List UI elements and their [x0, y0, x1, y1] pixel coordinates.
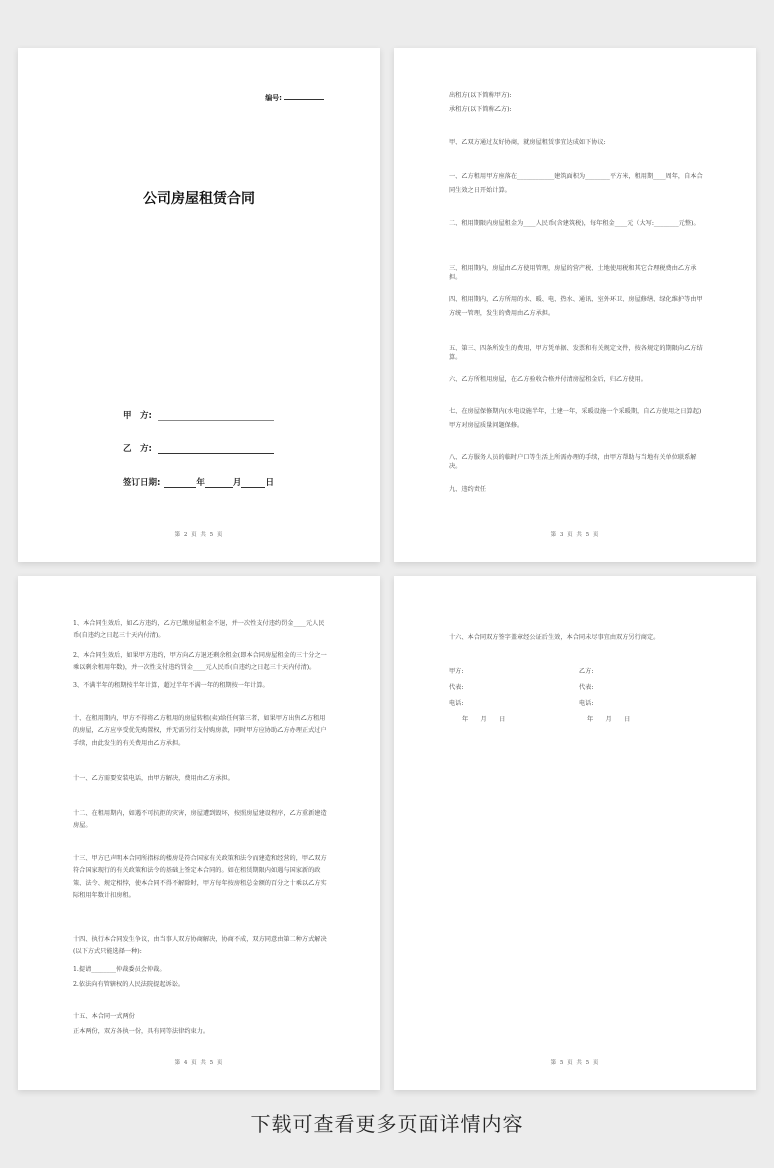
clause-line: 五、第三、四条所发生的费用，甲方凭单据、发票和有关规定文件，按各规定的期限向乙方结算。 [449, 345, 703, 361]
phone-b-label: 电话: [579, 700, 594, 707]
clause-line: 十三、甲方已声明本合同所指标的楼房是符合国家有关政策和法令而建造和经营的，甲乙双方符合国家现行的有关政策和法令的基础上签定本合同的。如在租赁期限内如遇与国家新的政策、法令、规定相悖，使本合同不得不解除时，甲方每年按房租总金额的百分之十乘以乙方实际租用年数计扣房租。 [73, 855, 327, 900]
party-a-sign-label: 甲方: [449, 668, 464, 675]
contract-page-cover [18, 48, 380, 562]
clause-line: 十一、乙方需要安装电话，由甲方解决，费用由乙方承担。 [73, 775, 234, 782]
page-footer: 第 5 页 共 5 页 [550, 1060, 600, 1066]
clause-line: 十六、本合同双方签字盖章经公证后生效，本合同未尽事宜由双方另行商定。 [449, 634, 660, 641]
clause-line: 九、违约责任 [449, 486, 487, 493]
date-a-label: 年 月 日 [462, 716, 506, 723]
download-caption: 下载可查看更多页面详情内容 [250, 1112, 524, 1136]
year-label: 年 [196, 478, 205, 488]
page-footer: 第 4 页 共 5 页 [174, 1060, 224, 1066]
party-a-label: 甲 方: [123, 411, 152, 421]
date-b-label: 年 月 日 [587, 716, 631, 723]
clause-line: 甲、乙双方通过友好协商，就房屋租赁事宜达成如下协议: [449, 139, 606, 146]
clause-line: 2、本合同生效后，如果甲方违约，甲方向乙方退还剩余租金(即本合同房屋租金的三十分之一乘以剩余租用年数)，并一次性支付违约罚金____元人民币(自违约之日起三十天内付清)。 [73, 652, 327, 672]
clause-line: 一、乙方租用甲方座落在____________建筑面积为________平方米，租用期____周年，自本合同生效之日开始计算。 [449, 173, 703, 195]
clause-line: 正本两份，双方各执一份，具有同等法律约束力。 [73, 1028, 210, 1035]
clause-line: 承租方(以下简称乙方): [449, 106, 512, 113]
contract-number-label: 编号: [265, 94, 282, 102]
phone-a-label: 电话: [449, 700, 464, 707]
party-b-row [123, 442, 274, 454]
contract-number [265, 93, 324, 103]
month-line [205, 478, 233, 488]
clause-line: 三、租用期内，房屋由乙方使用管理，房屋的营产税、土地使用税和其它合理税费由乙方承担。 [449, 265, 697, 281]
clause-line: 六、乙方所租用房屋，在乙方验收合格并付清房屋租金后，归乙方使用。 [449, 376, 647, 383]
sign-date-row [123, 476, 274, 488]
day-line [241, 478, 265, 488]
contract-page-3 [394, 48, 756, 562]
party-b-line [158, 444, 274, 454]
party-b-sign-label: 乙方: [579, 668, 594, 675]
clause-line: 十、在租用期内，甲方不得将乙方租用的房屋转租(卖)给任何第三者，如果甲方出售乙方租用的房屋，乙方应享受优先购置权，并无需另行支付购房款，同时甲方应协助乙方办理正式过户手续，由此发生的有关费用由乙方承担。 [73, 715, 327, 747]
party-b-label: 乙 方: [123, 444, 152, 454]
rep-b-label: 代表: [579, 684, 594, 691]
day-label: 日 [265, 478, 274, 488]
party-a-line [158, 411, 274, 421]
clause-line: 二、租用期限内房屋租金为____人民币(含建筑税)，每年租金____元（大写:________元整)。 [449, 220, 700, 227]
clause-line: 八、乙方服务人员的临时户口等生活上所需办理的手续，由甲方帮助与当地有关单位联系解决。 [449, 454, 697, 470]
clause-line: 四、租用期内，乙方所用的水、暖、电、热水、通讯、室外环卫、房屋修缮、绿化维护等由甲方统一管理，发生的费用由乙方承担。 [449, 296, 703, 318]
clause-line: 1、本合同生效后，如乙方违约，乙方已缴房屋租金不退，并一次性支付违约罚金____元人民币(自违约之日起三十天内付清)。 [73, 620, 325, 640]
sign-date-label: 签订日期: [123, 478, 161, 488]
clause-line: 十四、执行本合同发生争议，由当事人双方协商解决，协商不成，双方同意由第二种方式解决(以下方式只能选择一种): [73, 936, 327, 956]
clause-line: 十五、本合同一式两份 [73, 1013, 135, 1020]
page-footer: 第 2 页 共 5 页 [174, 532, 224, 538]
clause-line: 2.依法向有管辖权的人民法院提起诉讼。 [73, 981, 185, 988]
contract-page-4 [18, 576, 380, 1090]
page-footer: 第 3 页 共 5 页 [550, 532, 600, 538]
month-label: 月 [232, 478, 242, 488]
clause-line: 出租方(以下简称甲方): [449, 92, 512, 99]
clause-line: 十二、在租用期内，如遇不可抗拒的灾害，房屋遭到毁坏，按照房屋建设程序，乙方重新建造房屋。 [73, 810, 327, 830]
contract-title: 公司房屋租赁合同 [143, 191, 255, 207]
contract-page-5 [394, 576, 756, 1090]
watermark [69, 474, 113, 519]
contract-number-line [284, 99, 324, 100]
clause-line: 七、在房屋保修期内(水电设施半年，土建一年，采暖设施一个采暖期，自乙方使用之日算起)甲方对房屋质量问题保修。 [449, 408, 702, 430]
year-line [164, 478, 196, 488]
clause-line: 1.提请________仲裁委员会仲裁。 [73, 966, 166, 973]
rep-a-label: 代表: [449, 684, 464, 691]
party-a-row [123, 409, 274, 421]
clause-line: 3、不满半年的租期按半年计算，超过半年不满一年的租期按一年计算。 [73, 682, 269, 689]
